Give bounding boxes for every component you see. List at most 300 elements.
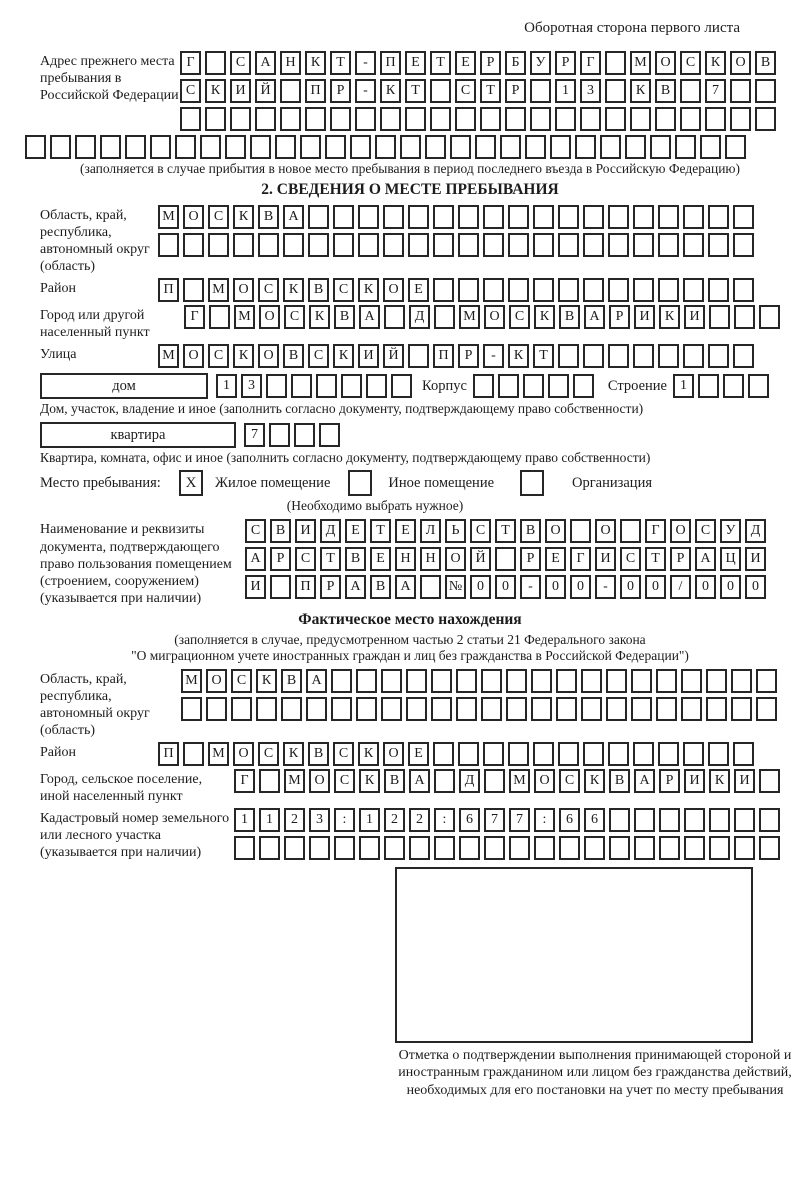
checkbox-residential: X (179, 470, 203, 496)
char-cell: О (595, 519, 616, 543)
char-cell (483, 278, 504, 302)
char-cell (508, 278, 529, 302)
char-cell (708, 742, 729, 766)
char-cell: И (634, 305, 655, 329)
settlement-row (234, 769, 780, 793)
char-cell: М (158, 344, 179, 368)
char-cell: - (483, 344, 504, 368)
street-row (158, 344, 754, 368)
char-cell (384, 836, 405, 860)
char-cell (266, 374, 287, 398)
char-cell (331, 697, 352, 721)
char-cell: О (445, 547, 466, 571)
char-cell (530, 79, 551, 103)
char-cell (756, 697, 777, 721)
actual-location-note-1: (заполняется в случае, предусмотренном частью 2 статьи 21 Федерального закона (174, 631, 646, 647)
char-cell: 0 (495, 575, 516, 599)
char-cell (556, 697, 577, 721)
char-cell (570, 519, 591, 543)
char-cell: 7 (484, 808, 505, 832)
char-cell: Б (505, 51, 526, 75)
char-cell (309, 836, 330, 860)
char-cell: В (755, 51, 776, 75)
char-cell: Д (409, 305, 430, 329)
prev-address-label: Адрес прежнего места пребывания в Российской Федерации (40, 54, 179, 104)
char-cell: О (484, 305, 505, 329)
char-cell (633, 233, 654, 257)
char-cell (659, 836, 680, 860)
char-cell: С (509, 305, 530, 329)
district-row (158, 278, 754, 302)
char-cell (308, 205, 329, 229)
char-cell (233, 233, 254, 257)
char-cell (700, 135, 721, 159)
street-label: Улица (40, 347, 77, 363)
char-cell (433, 278, 454, 302)
char-cell (605, 51, 626, 75)
char-cell (408, 205, 429, 229)
char-cell: А (395, 575, 416, 599)
option-other-premises-label: Иное помещение (388, 474, 495, 491)
char-cell (684, 808, 705, 832)
char-cell (723, 374, 744, 398)
char-cell (606, 697, 627, 721)
region-label: Область, край, республика, автономный округ (область) (40, 208, 150, 275)
char-cell (433, 205, 454, 229)
char-cell: - (355, 79, 376, 103)
char-cell (208, 233, 229, 257)
char-cell (406, 669, 427, 693)
char-cell: 2 (409, 808, 430, 832)
char-cell (708, 233, 729, 257)
apartment-note: Квартира, комната, офис и иное (заполнить согласно документу, подтверждающему право собственности) (40, 450, 651, 466)
char-cell (583, 742, 604, 766)
char-cell (183, 233, 204, 257)
prev-address-row-3 (180, 107, 776, 131)
document-row-2 (245, 547, 766, 571)
char-cell (709, 808, 730, 832)
char-cell: О (383, 742, 404, 766)
char-cell (269, 423, 290, 447)
char-cell: Т (405, 79, 426, 103)
char-cell (331, 669, 352, 693)
char-cell (708, 278, 729, 302)
char-cell (495, 547, 516, 571)
prev-address-row-1 (180, 51, 776, 75)
char-cell (408, 344, 429, 368)
char-cell: 7 (509, 808, 530, 832)
char-cell: Т (430, 51, 451, 75)
char-cell (558, 233, 579, 257)
char-cell (734, 808, 755, 832)
document-group (40, 519, 780, 606)
char-cell: У (720, 519, 741, 543)
char-cell (483, 742, 504, 766)
char-cell: С (230, 51, 251, 75)
char-cell: А (634, 769, 655, 793)
char-cell (308, 233, 329, 257)
char-cell: Е (370, 547, 391, 571)
stay-type-label: Место пребывания: (40, 474, 161, 491)
cadastral-label: Кадастровый номер земельного или лесного участка (указывается при наличии) (40, 811, 230, 861)
char-cell (730, 107, 751, 131)
char-cell: 1 (359, 808, 380, 832)
char-cell: Г (580, 51, 601, 75)
char-cell: В (281, 669, 302, 693)
char-cell (475, 135, 496, 159)
char-cell (633, 205, 654, 229)
char-cell: В (609, 769, 630, 793)
char-cell: В (270, 519, 291, 543)
char-cell: К (283, 278, 304, 302)
char-cell (483, 233, 504, 257)
char-cell (533, 278, 554, 302)
char-cell (458, 205, 479, 229)
char-cell: К (358, 278, 379, 302)
char-cell (530, 107, 551, 131)
char-cell (683, 278, 704, 302)
char-cell (558, 278, 579, 302)
char-cell (683, 344, 704, 368)
checkbox-organization (520, 470, 544, 496)
cadastral-row-2 (234, 836, 780, 860)
char-cell (608, 344, 629, 368)
char-cell (759, 305, 780, 329)
char-cell: О (534, 769, 555, 793)
char-cell (281, 697, 302, 721)
char-cell: М (208, 742, 229, 766)
char-cell (731, 697, 752, 721)
char-cell (684, 836, 705, 860)
char-cell (705, 107, 726, 131)
char-cell (731, 669, 752, 693)
char-cell (500, 135, 521, 159)
char-cell (706, 697, 727, 721)
char-cell (683, 205, 704, 229)
char-cell (659, 808, 680, 832)
char-cell (559, 836, 580, 860)
char-cell: - (520, 575, 541, 599)
char-cell: О (183, 205, 204, 229)
char-cell (356, 697, 377, 721)
char-cell (606, 669, 627, 693)
char-cell: П (158, 742, 179, 766)
char-cell (430, 107, 451, 131)
char-cell (400, 135, 421, 159)
char-cell: А (695, 547, 716, 571)
char-cell: : (334, 808, 355, 832)
char-cell: 6 (584, 808, 605, 832)
char-cell: Е (545, 547, 566, 571)
char-cell: Г (180, 51, 201, 75)
char-cell (259, 836, 280, 860)
char-cell (531, 669, 552, 693)
city-label: Город или другой населенный пункт (40, 308, 150, 341)
section2-title: 2. СВЕДЕНИЯ О МЕСТЕ ПРЕБЫВАНИЯ (261, 181, 559, 198)
char-cell: К (256, 669, 277, 693)
form-page (40, 20, 792, 1099)
char-cell (575, 135, 596, 159)
char-cell: К (233, 344, 254, 368)
char-cell: 7 (705, 79, 726, 103)
char-cell (533, 205, 554, 229)
char-cell: С (680, 51, 701, 75)
char-cell: К (333, 344, 354, 368)
char-cell (733, 742, 754, 766)
char-cell: О (655, 51, 676, 75)
char-cell (756, 669, 777, 693)
char-cell: Р (270, 547, 291, 571)
char-cell: 0 (645, 575, 666, 599)
char-cell (284, 836, 305, 860)
char-cell: Т (370, 519, 391, 543)
char-cell: С (333, 742, 354, 766)
char-cell: Е (408, 278, 429, 302)
city-row (184, 305, 780, 329)
char-cell: М (158, 205, 179, 229)
region-row-2 (158, 233, 754, 257)
actual-region-row-2 (181, 697, 777, 721)
char-cell (734, 305, 755, 329)
char-cell (658, 205, 679, 229)
char-cell: К (305, 51, 326, 75)
char-cell (431, 697, 452, 721)
char-cell: А (409, 769, 430, 793)
char-cell (209, 305, 230, 329)
char-cell (620, 519, 641, 543)
char-cell (633, 742, 654, 766)
char-cell (709, 836, 730, 860)
char-cell: 0 (545, 575, 566, 599)
char-cell: Н (395, 547, 416, 571)
char-cell: 2 (284, 808, 305, 832)
document-row-1 (245, 519, 766, 543)
char-cell (556, 669, 577, 693)
char-cell (473, 374, 494, 398)
char-cell (759, 808, 780, 832)
char-cell: Т (320, 547, 341, 571)
char-cell (433, 742, 454, 766)
char-cell (584, 836, 605, 860)
checkbox-other-premises (348, 470, 372, 496)
char-cell (183, 742, 204, 766)
char-cell (681, 697, 702, 721)
char-cell (533, 742, 554, 766)
house-note: Дом, участок, владение и иное (заполнить согласно документу, подтверждающему право собственности) (40, 401, 644, 417)
char-cell (605, 107, 626, 131)
char-cell: Г (184, 305, 205, 329)
char-cell (608, 233, 629, 257)
char-cell: Л (420, 519, 441, 543)
char-cell (484, 836, 505, 860)
char-cell (498, 374, 519, 398)
cadastral-row-1 (234, 808, 780, 832)
char-cell: / (670, 575, 691, 599)
cadastral-group (40, 808, 780, 861)
char-cell: С (295, 547, 316, 571)
char-cell (655, 107, 676, 131)
char-cell: О (183, 344, 204, 368)
char-cell: В (258, 205, 279, 229)
char-cell: 1 (216, 374, 237, 398)
char-cell (181, 697, 202, 721)
char-cell (733, 205, 754, 229)
char-cell (316, 374, 337, 398)
char-cell: А (306, 669, 327, 693)
char-cell: В (384, 769, 405, 793)
char-cell (408, 233, 429, 257)
char-cell (391, 374, 412, 398)
char-cell (630, 107, 651, 131)
char-cell: К (233, 205, 254, 229)
char-cell (508, 205, 529, 229)
char-cell (481, 669, 502, 693)
char-cell: О (383, 278, 404, 302)
char-cell (708, 344, 729, 368)
char-cell (730, 79, 751, 103)
char-cell (434, 836, 455, 860)
region-row-1 (158, 205, 754, 229)
char-cell: К (359, 769, 380, 793)
char-cell: С (455, 79, 476, 103)
char-cell (683, 742, 704, 766)
char-cell (305, 107, 326, 131)
char-cell (358, 233, 379, 257)
char-cell: Г (570, 547, 591, 571)
char-cell (434, 305, 455, 329)
char-cell (583, 233, 604, 257)
actual-district-label: Район (40, 745, 76, 761)
apartment-box-label: квартира (40, 422, 236, 448)
char-cell (558, 344, 579, 368)
char-cell (458, 742, 479, 766)
prev-address-row-2 (180, 79, 776, 103)
char-cell (280, 79, 301, 103)
char-cell: С (245, 519, 266, 543)
char-cell: 1 (234, 808, 255, 832)
char-cell: Н (280, 51, 301, 75)
char-cell (334, 836, 355, 860)
char-cell (508, 233, 529, 257)
char-cell (681, 669, 702, 693)
char-cell: 7 (244, 423, 265, 447)
char-cell (680, 107, 701, 131)
char-cell (206, 697, 227, 721)
option-residential-label: Жилое помещение (215, 474, 331, 491)
char-cell (583, 205, 604, 229)
char-cell (306, 697, 327, 721)
char-cell: 0 (720, 575, 741, 599)
char-cell: С (470, 519, 491, 543)
char-cell (733, 233, 754, 257)
char-cell (380, 107, 401, 131)
stay-type-group (40, 470, 780, 496)
char-cell: Й (470, 547, 491, 571)
char-cell (658, 344, 679, 368)
char-cell (294, 423, 315, 447)
char-cell (631, 669, 652, 693)
char-cell: Т (495, 519, 516, 543)
char-cell: А (283, 205, 304, 229)
char-cell: И (745, 547, 766, 571)
char-cell: П (380, 51, 401, 75)
char-cell (175, 135, 196, 159)
char-cell (350, 135, 371, 159)
char-cell (381, 669, 402, 693)
char-cell: С (231, 669, 252, 693)
char-cell (384, 305, 405, 329)
actual-region-group (40, 669, 780, 739)
char-cell (658, 742, 679, 766)
char-cell (383, 205, 404, 229)
char-cell: К (659, 305, 680, 329)
char-cell: Т (533, 344, 554, 368)
settlement-label: Город, сельское поселение, иной населенный пункт (40, 772, 203, 805)
char-cell: О (259, 305, 280, 329)
char-cell: Г (234, 769, 255, 793)
char-cell (583, 344, 604, 368)
char-cell: С (258, 278, 279, 302)
actual-district-group (40, 742, 780, 766)
char-cell (325, 135, 346, 159)
house-number-cells (216, 374, 412, 398)
char-cell: П (433, 344, 454, 368)
char-cell: В (559, 305, 580, 329)
char-cell: Р (480, 51, 501, 75)
char-cell: О (258, 344, 279, 368)
char-cell: : (534, 808, 555, 832)
char-cell (759, 769, 780, 793)
district-label: Район (40, 281, 76, 297)
char-cell: П (158, 278, 179, 302)
char-cell: У (530, 51, 551, 75)
char-cell (683, 233, 704, 257)
char-cell (656, 697, 677, 721)
char-cell (580, 107, 601, 131)
char-cell (234, 836, 255, 860)
char-cell (434, 769, 455, 793)
char-cell (431, 669, 452, 693)
char-cell: С (258, 742, 279, 766)
char-cell: В (283, 344, 304, 368)
char-cell (458, 233, 479, 257)
actual-location-note-2: "О миграционном учете иностранных граждан и лиц без гражданства в Российской Федерации") (131, 647, 689, 663)
char-cell (555, 107, 576, 131)
char-cell (356, 669, 377, 693)
char-cell: И (358, 344, 379, 368)
char-cell (633, 278, 654, 302)
char-cell (100, 135, 121, 159)
char-cell: С (334, 769, 355, 793)
char-cell: Р (330, 79, 351, 103)
char-cell: Р (520, 547, 541, 571)
char-cell: О (730, 51, 751, 75)
char-cell (634, 836, 655, 860)
char-cell (458, 278, 479, 302)
char-cell: В (345, 547, 366, 571)
char-cell (755, 107, 776, 131)
char-cell (256, 697, 277, 721)
char-cell (125, 135, 146, 159)
char-cell: К (709, 769, 730, 793)
char-cell: 6 (559, 808, 580, 832)
char-cell: А (345, 575, 366, 599)
char-cell (430, 79, 451, 103)
char-cell: Т (330, 51, 351, 75)
char-cell: 0 (745, 575, 766, 599)
house-group (40, 373, 780, 399)
char-cell: С (695, 519, 716, 543)
